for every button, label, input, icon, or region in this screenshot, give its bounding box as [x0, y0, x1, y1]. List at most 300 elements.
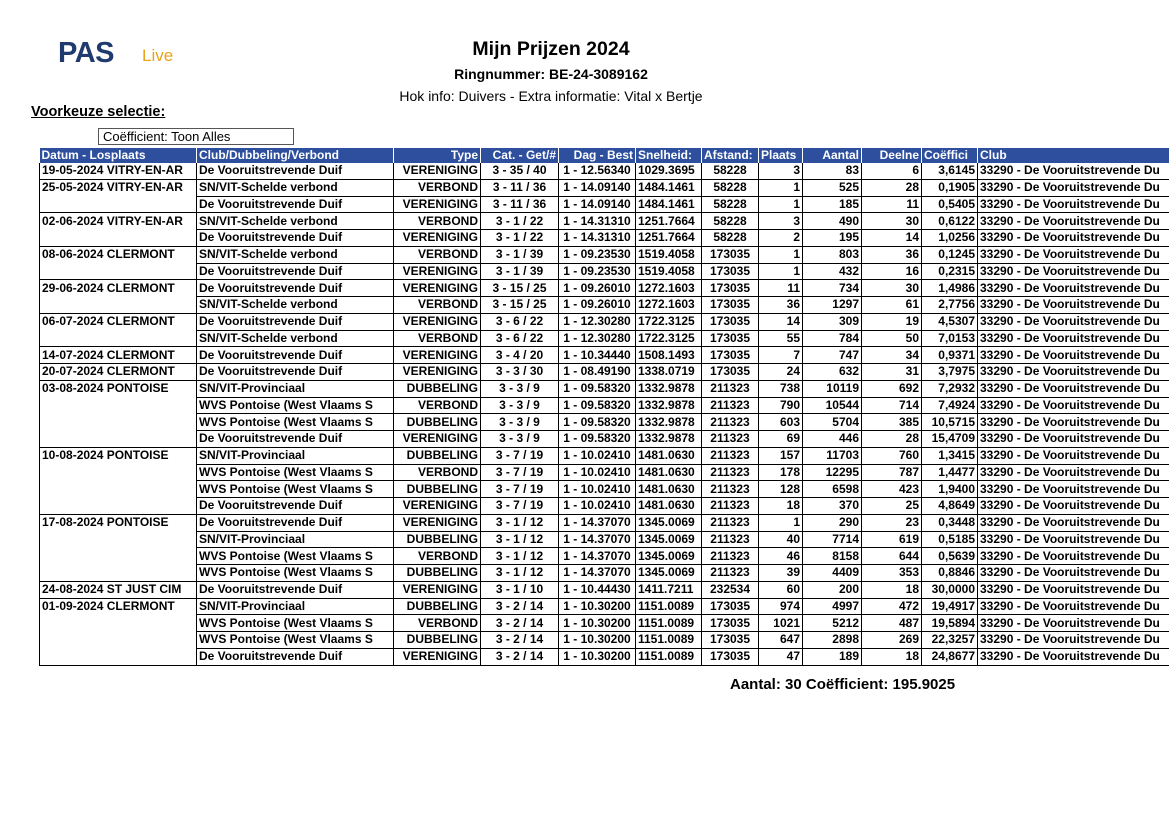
col-aantal: 432: [803, 263, 862, 280]
col-aantal: 6598: [803, 481, 862, 498]
col-club: WVS Pontoise (West Vlaams S: [197, 565, 394, 582]
col-club: De Vooruitstrevende Duif: [197, 163, 394, 179]
table-row: [40, 431, 1169, 448]
col-aantal: 290: [803, 514, 862, 531]
col-datum-losplaats: [40, 498, 197, 515]
table-header-row: [40, 148, 1169, 163]
col-coefficient: 15,4709: [922, 431, 978, 448]
col-coefficient: 0,1905: [922, 179, 978, 196]
col-coefficient: 1,4477: [922, 464, 978, 481]
col-aantal: 83: [803, 163, 862, 179]
col-club-name: 33290 - De Vooruitstrevende Du: [978, 531, 1169, 548]
col-snelheid: 1272.1603: [636, 280, 702, 297]
col-plaats: 14: [759, 313, 803, 330]
col-coefficient: 2,7756: [922, 297, 978, 314]
col-snelheid: 1345.0069: [636, 548, 702, 565]
col-aantal: 632: [803, 364, 862, 381]
col-coefficient: 0,5405: [922, 196, 978, 213]
voorkeuze-label: Voorkeuze selectie:: [31, 104, 166, 120]
col-datum-losplaats: 24-08-2024 ST JUST CIM: [40, 581, 197, 598]
col-type: VERENIGING: [394, 581, 481, 598]
results-table-wrapper: [39, 148, 1169, 666]
col-datum-losplaats: [40, 464, 197, 481]
col-snelheid: 1481.0630: [636, 481, 702, 498]
col-type: VERENIGING: [394, 163, 481, 179]
col-type: DUBBELING: [394, 565, 481, 582]
col-cat: 3 - 7 / 19: [481, 498, 559, 515]
col-plaats: 7: [759, 347, 803, 364]
col-club-name: 33290 - De Vooruitstrevende Du: [978, 230, 1169, 247]
col-type: VERENIGING: [394, 514, 481, 531]
col-coefficient: 0,5639: [922, 548, 978, 565]
table-row: [40, 464, 1169, 481]
col-cat: 3 - 3 / 30: [481, 364, 559, 381]
col-cat-header: Cat. - Get/#: [481, 148, 559, 163]
col-snelheid: 1332.9878: [636, 397, 702, 414]
col-club-name: 33290 - De Vooruitstrevende Du: [978, 447, 1169, 464]
col-datum-losplaats: 17-08-2024 PONTOISE: [40, 514, 197, 531]
col-coefficient: 3,7975: [922, 364, 978, 381]
table-row: [40, 414, 1169, 431]
col-coefficient: 0,3448: [922, 514, 978, 531]
col-type-header: Type: [394, 148, 481, 163]
col-type: VERENIGING: [394, 648, 481, 665]
col-aantal: 784: [803, 330, 862, 347]
col-cat: 3 - 2 / 14: [481, 598, 559, 615]
col-coefficient: 0,1245: [922, 246, 978, 263]
col-deelne: 18: [862, 581, 922, 598]
col-dag-best: 1 - 09.58320: [559, 380, 636, 397]
col-cat: 3 - 7 / 19: [481, 447, 559, 464]
col-club: De Vooruitstrevende Duif: [197, 431, 394, 448]
col-plaats: 738: [759, 380, 803, 397]
col-club-name: 33290 - De Vooruitstrevende Du: [978, 246, 1169, 263]
ring-number: Ringnummer: BE-24-3089162: [454, 66, 648, 82]
col-plaats: 3: [759, 213, 803, 230]
table-row: [40, 447, 1169, 464]
col-plaats: 60: [759, 581, 803, 598]
col-plaats: 1: [759, 179, 803, 196]
col-aantal: 1297: [803, 297, 862, 314]
col-plaats: 18: [759, 498, 803, 515]
col-aantal: 12295: [803, 464, 862, 481]
col-afstand: 211323: [702, 397, 759, 414]
col-datum-losplaats: [40, 414, 197, 431]
col-aantal: 8158: [803, 548, 862, 565]
col-type: VERBOND: [394, 297, 481, 314]
col-datum-losplaats: [40, 196, 197, 213]
col-dag-best: 1 - 09.58320: [559, 397, 636, 414]
col-type: DUBBELING: [394, 380, 481, 397]
col-coefficient: 10,5715: [922, 414, 978, 431]
col-dag-best: 1 - 09.26010: [559, 297, 636, 314]
col-deelne: 16: [862, 263, 922, 280]
col-snelheid: 1481.0630: [636, 498, 702, 515]
col-type: VERENIGING: [394, 347, 481, 364]
col-deelne: 787: [862, 464, 922, 481]
col-plaats: 1: [759, 246, 803, 263]
col-club-name: 33290 - De Vooruitstrevende Du: [978, 163, 1169, 179]
col-dag-best: 1 - 10.34440: [559, 347, 636, 364]
col-datum-losplaats: [40, 565, 197, 582]
col-cat: 3 - 1 / 12: [481, 531, 559, 548]
col-snelheid: 1411.7211: [636, 581, 702, 598]
col-datum-losplaats: [40, 548, 197, 565]
col-afstand: 58228: [702, 179, 759, 196]
logo-subtext: Live: [142, 46, 174, 65]
col-cat: 3 - 4 / 20: [481, 347, 559, 364]
col-deelne: 28: [862, 431, 922, 448]
col-deelne: 269: [862, 632, 922, 649]
col-deelne: 34: [862, 347, 922, 364]
col-cat: 3 - 6 / 22: [481, 330, 559, 347]
col-dag-best: 1 - 09.58320: [559, 414, 636, 431]
col-dag-best: 1 - 08.49190: [559, 364, 636, 381]
col-snelheid: 1338.0719: [636, 364, 702, 381]
col-plaats: 1021: [759, 615, 803, 632]
col-coefficient: 1,3415: [922, 447, 978, 464]
col-afstand: 211323: [702, 414, 759, 431]
table-row: [40, 213, 1169, 230]
coefficient-select[interactable]: Coëfficient: Toon Alles: [98, 128, 294, 145]
table-row: [40, 364, 1169, 381]
col-coefficient: 22,3257: [922, 632, 978, 649]
col-aantal: 803: [803, 246, 862, 263]
col-cat: 3 - 11 / 36: [481, 179, 559, 196]
col-plaats: 647: [759, 632, 803, 649]
col-type: VERENIGING: [394, 431, 481, 448]
col-type: DUBBELING: [394, 632, 481, 649]
col-deelne: 23: [862, 514, 922, 531]
col-dag-best: 1 - 10.30200: [559, 598, 636, 615]
table-row: [40, 263, 1169, 280]
col-aantal: 446: [803, 431, 862, 448]
results-table: [39, 148, 1169, 666]
col-club-name: 33290 - De Vooruitstrevende Du: [978, 431, 1169, 448]
col-dag-best: 1 - 12.30280: [559, 330, 636, 347]
col-type: VERBOND: [394, 179, 481, 196]
col-dag-best: 1 - 10.44430: [559, 581, 636, 598]
col-aantal: 189: [803, 648, 862, 665]
col-dag-best: 1 - 10.02410: [559, 447, 636, 464]
col-snelheid: 1251.7664: [636, 230, 702, 247]
col-coefficient: 1,4986: [922, 280, 978, 297]
col-club-name: 33290 - De Vooruitstrevende Du: [978, 179, 1169, 196]
col-deelne: 353: [862, 565, 922, 582]
col-deelne: 50: [862, 330, 922, 347]
table-row: [40, 179, 1169, 196]
col-club: De Vooruitstrevende Duif: [197, 347, 394, 364]
col-coefficient: 3,6145: [922, 163, 978, 179]
col-aantal: 200: [803, 581, 862, 598]
col-club: SN/VIT-Schelde verbond: [197, 297, 394, 314]
col-club: De Vooruitstrevende Duif: [197, 364, 394, 381]
col-club: De Vooruitstrevende Duif: [197, 263, 394, 280]
col-afstand: 211323: [702, 514, 759, 531]
col-cat: 3 - 15 / 25: [481, 280, 559, 297]
col-afstand: 211323: [702, 565, 759, 582]
col-deelne: 619: [862, 531, 922, 548]
col-dag-best: 1 - 14.31310: [559, 213, 636, 230]
col-club: WVS Pontoise (West Vlaams S: [197, 548, 394, 565]
col-club: De Vooruitstrevende Duif: [197, 196, 394, 213]
col-plaats: 2: [759, 230, 803, 247]
col-snelheid: 1345.0069: [636, 514, 702, 531]
col-datum-losplaats: [40, 397, 197, 414]
table-row: [40, 565, 1169, 582]
col-afstand: 173035: [702, 246, 759, 263]
col-type: VERBOND: [394, 397, 481, 414]
col-club-name: 33290 - De Vooruitstrevende Du: [978, 263, 1169, 280]
col-coefficient: 7,4924: [922, 397, 978, 414]
hok-info: Hok info: Duivers - Extra informatie: Vital x Bertje: [399, 88, 703, 104]
col-plaats: 46: [759, 548, 803, 565]
col-snelheid: 1272.1603: [636, 297, 702, 314]
col-type: DUBBELING: [394, 414, 481, 431]
col-datum-losplaats: 02-06-2024 VITRY-EN-AR: [40, 213, 197, 230]
col-plaats: 55: [759, 330, 803, 347]
col-cat: 3 - 7 / 19: [481, 464, 559, 481]
col-snelheid: 1332.9878: [636, 380, 702, 397]
col-aantal: 2898: [803, 632, 862, 649]
col-club-name: 33290 - De Vooruitstrevende Du: [978, 414, 1169, 431]
col-afstand: 173035: [702, 263, 759, 280]
col-snelheid: 1722.3125: [636, 313, 702, 330]
col-aantal: 490: [803, 213, 862, 230]
table-row: [40, 514, 1169, 531]
col-datum-losplaats: [40, 632, 197, 649]
col-aantal: 5704: [803, 414, 862, 431]
col-datum-losplaats: [40, 615, 197, 632]
col-type: DUBBELING: [394, 481, 481, 498]
col-club-name: 33290 - De Vooruitstrevende Du: [978, 498, 1169, 515]
col-afstand: 211323: [702, 531, 759, 548]
col-dag-best: 1 - 14.37070: [559, 514, 636, 531]
col-snelheid: 1151.0089: [636, 598, 702, 615]
col-club-header: Club/Dubbeling/Verbond: [197, 148, 394, 163]
col-afstand: 211323: [702, 431, 759, 448]
col-afstand: 173035: [702, 280, 759, 297]
col-deelne: 6: [862, 163, 922, 179]
col-deelne: 36: [862, 246, 922, 263]
col-datum-losplaats: 01-09-2024 CLERMONT: [40, 598, 197, 615]
col-club-name: 33290 - De Vooruitstrevende Du: [978, 514, 1169, 531]
col-snelheid-header: Snelheid:: [636, 148, 702, 163]
col-aantal: 525: [803, 179, 862, 196]
col-club-name: 33290 - De Vooruitstrevende Du: [978, 464, 1169, 481]
col-type: VERENIGING: [394, 263, 481, 280]
col-type: VERENIGING: [394, 498, 481, 515]
col-cat: 3 - 1 / 10: [481, 581, 559, 598]
col-snelheid: 1151.0089: [636, 648, 702, 665]
logo-text: PAS: [58, 37, 114, 69]
col-type: VERBOND: [394, 615, 481, 632]
col-club: SN/VIT-Provinciaal: [197, 598, 394, 615]
col-datum-losplaats: 08-06-2024 CLERMONT: [40, 246, 197, 263]
col-aantal: 10544: [803, 397, 862, 414]
col-deelne: 423: [862, 481, 922, 498]
col-snelheid: 1332.9878: [636, 414, 702, 431]
col-plaats: 157: [759, 447, 803, 464]
table-row: [40, 632, 1169, 649]
col-dag-best: 1 - 14.37070: [559, 548, 636, 565]
col-club: SN/VIT-Schelde verbond: [197, 330, 394, 347]
col-plaats-header: Plaats: [759, 148, 803, 163]
col-cat: 3 - 3 / 9: [481, 380, 559, 397]
col-aantal: 10119: [803, 380, 862, 397]
col-afstand-header: Afstand:: [702, 148, 759, 163]
col-snelheid: 1484.1461: [636, 179, 702, 196]
col-afstand: 173035: [702, 598, 759, 615]
col-afstand: 173035: [702, 330, 759, 347]
col-cat: 3 - 1 / 12: [481, 514, 559, 531]
col-datum-losplaats: 20-07-2024 CLERMONT: [40, 364, 197, 381]
col-dag-best: 1 - 09.23530: [559, 263, 636, 280]
col-deelne: 28: [862, 179, 922, 196]
col-plaats: 3: [759, 163, 803, 179]
col-deelne: 385: [862, 414, 922, 431]
col-snelheid: 1481.0630: [636, 464, 702, 481]
col-cat: 3 - 11 / 36: [481, 196, 559, 213]
col-type: DUBBELING: [394, 447, 481, 464]
col-coefficient: 30,0000: [922, 581, 978, 598]
col-plaats: 47: [759, 648, 803, 665]
col-datum-losplaats: [40, 431, 197, 448]
col-coefficient-header: Coëffici: [922, 148, 978, 163]
col-cat: 3 - 15 / 25: [481, 297, 559, 314]
col-datum-losplaats-header: Datum - Losplaats: [40, 148, 197, 163]
table-row: [40, 615, 1169, 632]
col-dag-best: 1 - 14.09140: [559, 179, 636, 196]
col-cat: 3 - 2 / 14: [481, 632, 559, 649]
col-club: De Vooruitstrevende Duif: [197, 313, 394, 330]
col-afstand: 173035: [702, 648, 759, 665]
col-afstand: 211323: [702, 498, 759, 515]
col-snelheid: 1722.3125: [636, 330, 702, 347]
table-row: [40, 347, 1169, 364]
table-row: [40, 280, 1169, 297]
col-club: SN/VIT-Provinciaal: [197, 531, 394, 548]
col-cat: 3 - 1 / 39: [481, 246, 559, 263]
col-club: De Vooruitstrevende Duif: [197, 648, 394, 665]
col-dag-best: 1 - 10.02410: [559, 481, 636, 498]
col-cat: 3 - 7 / 19: [481, 481, 559, 498]
col-coefficient: 1,9400: [922, 481, 978, 498]
col-coefficient: 7,0153: [922, 330, 978, 347]
col-datum-losplaats: 06-07-2024 CLERMONT: [40, 313, 197, 330]
table-row: [40, 313, 1169, 330]
col-dag-best: 1 - 10.02410: [559, 498, 636, 515]
col-cat: 3 - 35 / 40: [481, 163, 559, 179]
col-type: DUBBELING: [394, 598, 481, 615]
col-afstand: 211323: [702, 548, 759, 565]
col-afstand: 211323: [702, 447, 759, 464]
table-row: [40, 163, 1169, 179]
col-afstand: 58228: [702, 230, 759, 247]
col-plaats: 36: [759, 297, 803, 314]
table-row: [40, 380, 1169, 397]
col-deelne: 30: [862, 213, 922, 230]
col-aantal: 7714: [803, 531, 862, 548]
col-club-name: 33290 - De Vooruitstrevende Du: [978, 632, 1169, 649]
col-cat: 3 - 2 / 14: [481, 648, 559, 665]
col-cat: 3 - 3 / 9: [481, 431, 559, 448]
col-club: De Vooruitstrevende Duif: [197, 581, 394, 598]
col-afstand: 58228: [702, 196, 759, 213]
summary-total: Aantal: 30 Coëfficient: 195.9025: [730, 676, 956, 693]
col-deelne: 14: [862, 230, 922, 247]
col-aantal: 370: [803, 498, 862, 515]
col-datum-losplaats: [40, 648, 197, 665]
col-club: WVS Pontoise (West Vlaams S: [197, 397, 394, 414]
table-row: [40, 397, 1169, 414]
col-plaats: 39: [759, 565, 803, 582]
col-datum-losplaats: 10-08-2024 PONTOISE: [40, 447, 197, 464]
col-dag-best: 1 - 10.30200: [559, 648, 636, 665]
col-cat: 3 - 3 / 9: [481, 414, 559, 431]
col-aantal: 747: [803, 347, 862, 364]
col-club-name: 33290 - De Vooruitstrevende Du: [978, 297, 1169, 314]
col-datum-losplaats: 19-05-2024 VITRY-EN-AR: [40, 163, 197, 179]
col-dag-best: 1 - 12.56340: [559, 163, 636, 179]
col-plaats: 178: [759, 464, 803, 481]
col-cat: 3 - 6 / 22: [481, 313, 559, 330]
col-plaats: 1: [759, 263, 803, 280]
col-club: De Vooruitstrevende Duif: [197, 280, 394, 297]
col-dag-best: 1 - 14.37070: [559, 531, 636, 548]
col-snelheid: 1345.0069: [636, 565, 702, 582]
col-dag-best: 1 - 12.30280: [559, 313, 636, 330]
col-dag-best: 1 - 10.30200: [559, 615, 636, 632]
col-snelheid: 1151.0089: [636, 615, 702, 632]
col-club-name: 33290 - De Vooruitstrevende Du: [978, 196, 1169, 213]
col-aantal: 4997: [803, 598, 862, 615]
col-aantal: 11703: [803, 447, 862, 464]
col-dag-best: 1 - 09.58320: [559, 431, 636, 448]
col-coefficient: 0,6122: [922, 213, 978, 230]
col-cat: 3 - 1 / 22: [481, 213, 559, 230]
col-cat: 3 - 1 / 39: [481, 263, 559, 280]
col-type: VERENIGING: [394, 313, 481, 330]
col-datum-losplaats: 25-05-2024 VITRY-EN-AR: [40, 179, 197, 196]
col-plaats: 24: [759, 364, 803, 381]
col-club-name: 33290 - De Vooruitstrevende Du: [978, 481, 1169, 498]
col-deelne: 19: [862, 313, 922, 330]
col-club-name: 33290 - De Vooruitstrevende Du: [978, 581, 1169, 598]
col-club-name-header: Club: [978, 148, 1169, 163]
col-club-name: 33290 - De Vooruitstrevende Du: [978, 347, 1169, 364]
col-club-name: 33290 - De Vooruitstrevende Du: [978, 648, 1169, 665]
col-club-name: 33290 - De Vooruitstrevende Du: [978, 598, 1169, 615]
col-deelne: 472: [862, 598, 922, 615]
col-afstand: 211323: [702, 380, 759, 397]
col-club-name: 33290 - De Vooruitstrevende Du: [978, 213, 1169, 230]
col-coefficient: 0,5185: [922, 531, 978, 548]
col-cat: 3 - 3 / 9: [481, 397, 559, 414]
col-type: VERBOND: [394, 213, 481, 230]
col-snelheid: 1484.1461: [636, 196, 702, 213]
col-datum-losplaats: [40, 297, 197, 314]
table-row: [40, 531, 1169, 548]
col-club: De Vooruitstrevende Duif: [197, 514, 394, 531]
table-row: [40, 598, 1169, 615]
col-snelheid: 1481.0630: [636, 447, 702, 464]
col-type: VERBOND: [394, 330, 481, 347]
col-aantal-header: Aantal: [803, 148, 862, 163]
col-club-name: 33290 - De Vooruitstrevende Du: [978, 364, 1169, 381]
col-afstand: 173035: [702, 632, 759, 649]
col-aantal: 195: [803, 230, 862, 247]
